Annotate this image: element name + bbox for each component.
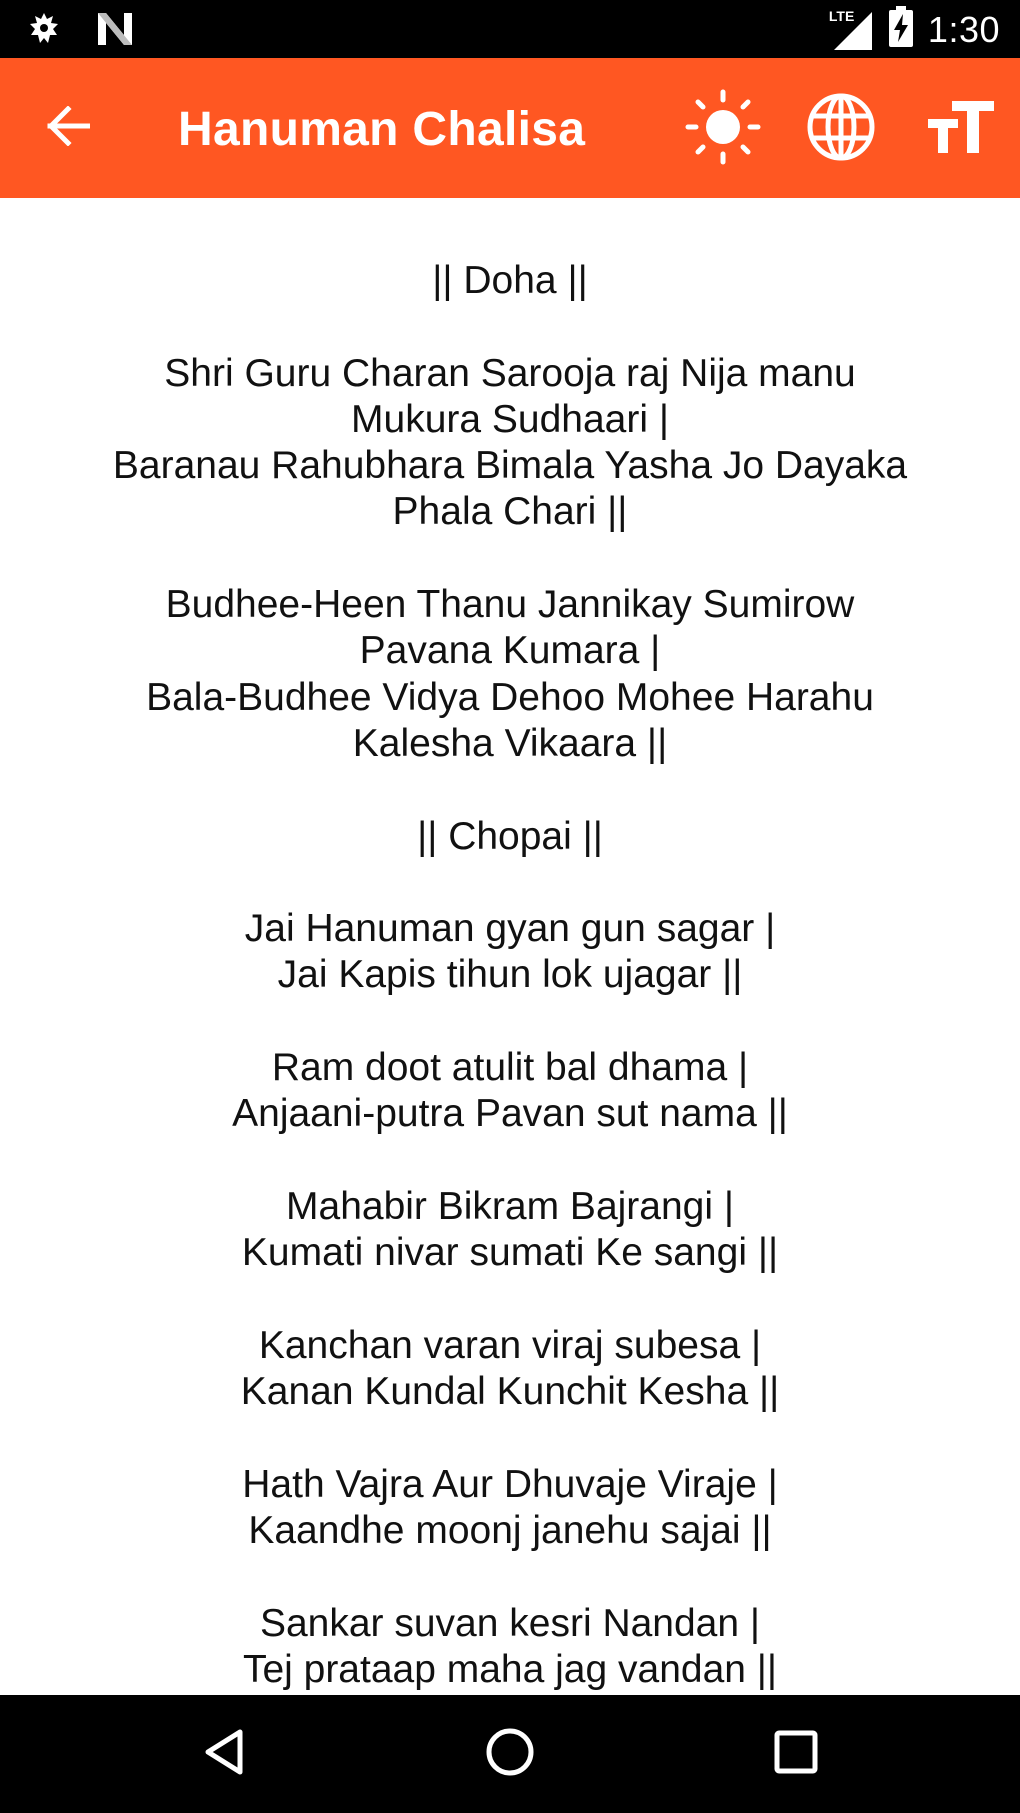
status-notifications [28,10,134,53]
verse-line: Hath Vajra Aur Dhuvaje Viraje | [242,1462,778,1506]
status-time: 1:30 [927,8,1000,50]
verse-line: Jai Hanuman gyan gun sagar | [244,907,776,951]
text-size-icon [928,99,994,160]
navigation-bar [0,1695,1020,1813]
battery-charging-icon [888,6,914,53]
brightness-button[interactable] [680,86,766,172]
verse-line: Mahabir Bikram Bajrangi | [286,1184,734,1228]
verse-stanza [90,351,930,536]
section-heading [90,814,930,860]
verse-line: Shri Guru Charan Sarooja raj Nija manu [164,351,856,395]
verse-line: Jai Kapis tihun lok ujagar || [277,953,743,997]
globe-icon [806,92,876,167]
verse-line: Ram doot atulit bal dhama | [271,1046,749,1090]
verse-line: Phala Chari || [392,490,628,534]
network-type-label: LTE [828,7,855,24]
verse-stanza [90,906,930,999]
app-notification-icon [28,10,60,53]
verse-line: Anjaani-putra Pavan sut nama || [232,1092,788,1136]
nav-back-icon [202,1728,246,1781]
verse-stanza [90,1462,930,1555]
verse-line: Sankar suvan kesri Nandan | [259,1601,761,1645]
nav-back-button[interactable] [184,1719,264,1789]
verse-line: Tej prataap maha jag vandan || [242,1647,778,1691]
app-bar [0,58,1020,198]
back-button[interactable] [36,96,100,160]
page-title: Hanuman Chalisa [178,103,586,156]
nav-recents-button[interactable] [756,1719,836,1789]
status-indicators [830,6,1000,53]
nav-recents-icon [774,1730,818,1779]
lte-signal-icon [830,8,874,52]
verse-line: Mukura Sudhaari | [351,397,669,441]
verse-line: || Chopai || [417,814,603,858]
n-notification-icon [96,11,134,52]
verse-line: Bala-Budhee Vidya Dehoo Mohee Harahu [146,675,874,719]
verse-line: Pavana Kumara | [359,629,661,673]
back-arrow-icon [46,106,90,151]
verse-line: Kanan Kundal Kunchit Kesha || [240,1370,780,1414]
text-size-button[interactable] [918,86,1004,172]
nav-home-button[interactable] [470,1719,550,1789]
verse-line: Baranau Rahubhara Bimala Yasha Jo Dayaka [112,444,908,488]
verse-line: || Doha || [432,259,588,302]
verse-line: Kumati nivar sumati Ke sangi || [241,1231,779,1275]
status-bar [0,0,1020,58]
nav-home-icon [485,1727,535,1782]
verse-line: Kalesha Vikaara || [352,721,668,765]
verse-line: Budhee-Heen Thanu Jannikay Sumirow [165,583,855,627]
verse-line: Kaandhe moonj janehu sajai || [248,1509,772,1553]
verse-line: Kanchan varan viraj subesa | [258,1323,762,1367]
section-heading [90,258,930,304]
chalisa-text[interactable] [0,198,1020,1695]
verse-stanza [90,1184,930,1277]
verse-stanza [90,1045,930,1138]
verse-stanza [90,1601,930,1694]
verse-stanza [90,582,930,767]
brightness-icon [685,89,761,170]
verse-stanza [90,1323,930,1416]
language-button[interactable] [798,86,884,172]
